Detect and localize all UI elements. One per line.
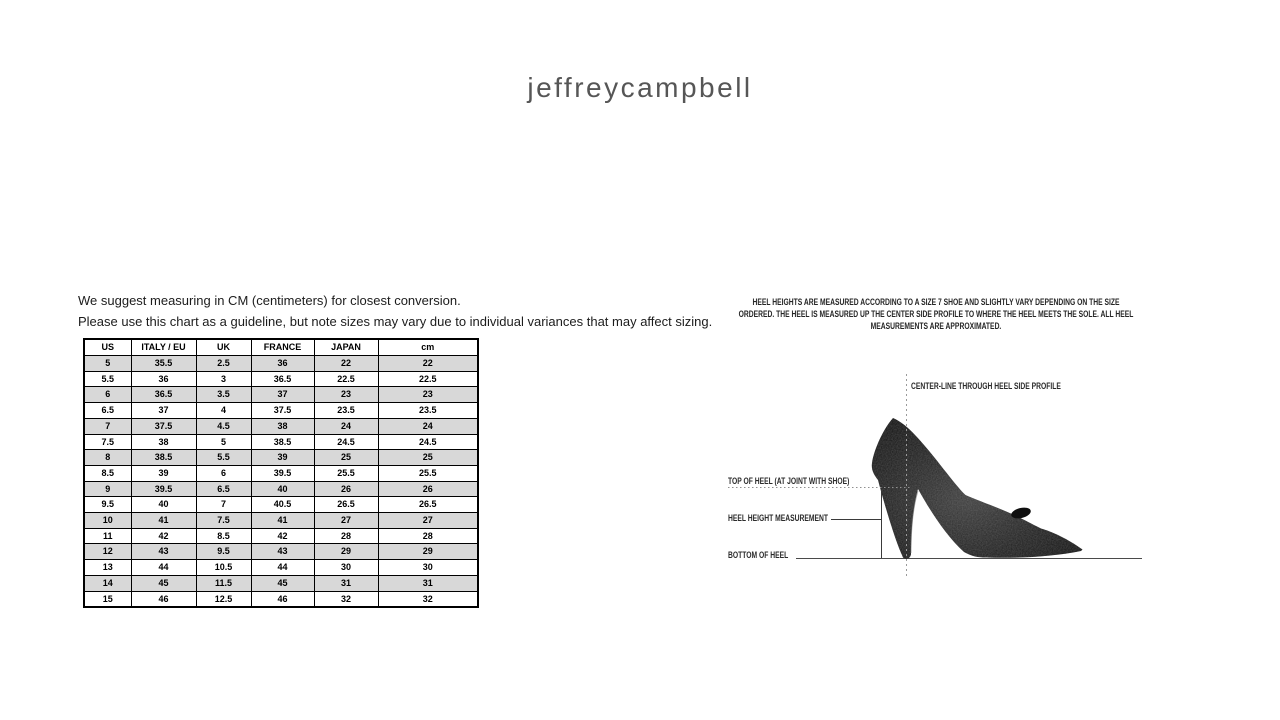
table-row bbox=[84, 403, 478, 419]
table-cell: 37.5 bbox=[131, 418, 196, 434]
table-cell: 40 bbox=[251, 481, 314, 497]
table-cell: 23.5 bbox=[314, 403, 378, 419]
note-line-2: ORDERED. THE HEEL IS MEASURED UP THE CENTER SIDE PROFILE TO WHERE THE HEEL MEETS THE SOLE. ALL HEEL bbox=[738, 309, 1134, 319]
table-cell: 23 bbox=[378, 387, 478, 403]
center-line-dashed bbox=[906, 374, 907, 578]
table-cell: 24 bbox=[378, 418, 478, 434]
table-cell: 32 bbox=[378, 591, 478, 607]
col-header-italy: ITALY / EU bbox=[131, 339, 196, 356]
table-cell: 35.5 bbox=[131, 356, 196, 372]
table-cell: 29 bbox=[378, 544, 478, 560]
table-cell: 13 bbox=[84, 560, 131, 576]
table-cell: 12 bbox=[84, 544, 131, 560]
table-cell: 10 bbox=[84, 513, 131, 529]
col-header-uk: UK bbox=[196, 339, 251, 356]
table-cell: 36.5 bbox=[131, 387, 196, 403]
table-cell: 11 bbox=[84, 528, 131, 544]
table-cell: 2.5 bbox=[196, 356, 251, 372]
table-cell: 30 bbox=[378, 560, 478, 576]
label-bottom-of-heel: BOTTOM OF HEEL bbox=[728, 550, 789, 560]
table-cell: 29 bbox=[314, 544, 378, 560]
table-row bbox=[84, 465, 478, 481]
table-cell: 9 bbox=[84, 481, 131, 497]
table-row bbox=[84, 575, 478, 591]
table-cell: 44 bbox=[251, 560, 314, 576]
table-cell: 10.5 bbox=[196, 560, 251, 576]
table-cell: 39.5 bbox=[251, 465, 314, 481]
table-cell: 42 bbox=[131, 528, 196, 544]
table-cell: 37.5 bbox=[251, 403, 314, 419]
table-cell: 6.5 bbox=[84, 403, 131, 419]
col-header-cm: cm bbox=[378, 339, 478, 356]
label-center-line: CENTER-LINE THROUGH HEEL SIDE PROFILE bbox=[911, 381, 1061, 391]
table-cell: 31 bbox=[314, 575, 378, 591]
table-cell: 23 bbox=[314, 387, 378, 403]
table-cell: 8.5 bbox=[84, 465, 131, 481]
table-cell: 12.5 bbox=[196, 591, 251, 607]
table-cell: 38.5 bbox=[131, 450, 196, 466]
table-row bbox=[84, 528, 478, 544]
table-cell: 39.5 bbox=[131, 481, 196, 497]
table-header-row bbox=[84, 339, 478, 356]
table-cell: 9.5 bbox=[196, 544, 251, 560]
table-cell: 27 bbox=[378, 513, 478, 529]
table-cell: 5 bbox=[196, 434, 251, 450]
table-cell: 8.5 bbox=[196, 528, 251, 544]
table-cell: 5 bbox=[84, 356, 131, 372]
table-cell: 25.5 bbox=[314, 465, 378, 481]
table-cell: 15 bbox=[84, 591, 131, 607]
table-cell: 26.5 bbox=[378, 497, 478, 513]
label-top-of-heel: TOP OF HEEL (AT JOINT WITH SHOE) bbox=[728, 476, 850, 486]
table-cell: 28 bbox=[378, 528, 478, 544]
table-cell: 37 bbox=[131, 403, 196, 419]
table-cell: 38 bbox=[131, 434, 196, 450]
table-row bbox=[84, 356, 478, 372]
table-cell: 39 bbox=[131, 465, 196, 481]
table-cell: 7.5 bbox=[84, 434, 131, 450]
table-cell: 37 bbox=[251, 387, 314, 403]
table-cell: 9.5 bbox=[84, 497, 131, 513]
pump-silhouette bbox=[865, 413, 1145, 563]
table-cell: 46 bbox=[131, 591, 196, 607]
table-row bbox=[84, 481, 478, 497]
top-of-heel-dotted-line bbox=[728, 487, 912, 488]
table-cell: 26.5 bbox=[314, 497, 378, 513]
table-cell: 40.5 bbox=[251, 497, 314, 513]
table-cell: 7 bbox=[196, 497, 251, 513]
table-cell: 3 bbox=[196, 371, 251, 387]
table-cell: 7 bbox=[84, 418, 131, 434]
table-cell: 32 bbox=[314, 591, 378, 607]
heel-measurement-note bbox=[726, 296, 1146, 332]
table-cell: 31 bbox=[378, 575, 478, 591]
table-cell: 8 bbox=[84, 450, 131, 466]
col-header-japan: JAPAN bbox=[314, 339, 378, 356]
table-cell: 41 bbox=[131, 513, 196, 529]
table-cell: 4 bbox=[196, 403, 251, 419]
table-cell: 38 bbox=[251, 418, 314, 434]
table-row bbox=[84, 418, 478, 434]
col-header-us: US bbox=[84, 339, 131, 356]
table-cell: 42 bbox=[251, 528, 314, 544]
note-line-3: MEASUREMENTS ARE APPROXIMATED. bbox=[870, 321, 1002, 331]
table-row bbox=[84, 450, 478, 466]
table-cell: 4.5 bbox=[196, 418, 251, 434]
table-row bbox=[84, 371, 478, 387]
table-cell: 45 bbox=[251, 575, 314, 591]
table-cell: 22.5 bbox=[314, 371, 378, 387]
table-cell: 27 bbox=[314, 513, 378, 529]
table-cell: 46 bbox=[251, 591, 314, 607]
table-cell: 45 bbox=[131, 575, 196, 591]
table-cell: 43 bbox=[251, 544, 314, 560]
table-row bbox=[84, 544, 478, 560]
table-cell: 43 bbox=[131, 544, 196, 560]
table-row bbox=[84, 497, 478, 513]
label-heel-height: HEEL HEIGHT MEASUREMENT bbox=[728, 513, 829, 523]
table-cell: 6 bbox=[84, 387, 131, 403]
table-cell: 30 bbox=[314, 560, 378, 576]
table-cell: 3.5 bbox=[196, 387, 251, 403]
table-cell: 22.5 bbox=[378, 371, 478, 387]
heel-pump-illustration bbox=[865, 413, 1145, 563]
size-conversion-table bbox=[83, 338, 479, 608]
table-row bbox=[84, 513, 478, 529]
table-cell: 24.5 bbox=[378, 434, 478, 450]
table-cell: 36 bbox=[251, 356, 314, 372]
table-cell: 11.5 bbox=[196, 575, 251, 591]
table-row bbox=[84, 591, 478, 607]
table-cell: 23.5 bbox=[378, 403, 478, 419]
table-cell: 22 bbox=[378, 356, 478, 372]
table-row bbox=[84, 387, 478, 403]
lace-texture bbox=[865, 413, 1145, 563]
table-cell: 14 bbox=[84, 575, 131, 591]
brand-logo: jeffreycampbell bbox=[527, 72, 753, 103]
intro-line-2: Please use this chart as a guideline, but note sizes may vary due to individual variances that may affect sizing. bbox=[78, 314, 713, 329]
table-cell: 5.5 bbox=[84, 371, 131, 387]
col-header-france: FRANCE bbox=[251, 339, 314, 356]
table-cell: 28 bbox=[314, 528, 378, 544]
table-cell: 26 bbox=[314, 481, 378, 497]
table-cell: 39 bbox=[251, 450, 314, 466]
table-cell: 7.5 bbox=[196, 513, 251, 529]
table-cell: 38.5 bbox=[251, 434, 314, 450]
table-cell: 40 bbox=[131, 497, 196, 513]
table-cell: 36 bbox=[131, 371, 196, 387]
table-cell: 26 bbox=[378, 481, 478, 497]
table-row bbox=[84, 434, 478, 450]
table-cell: 24 bbox=[314, 418, 378, 434]
table-cell: 36.5 bbox=[251, 371, 314, 387]
table-row bbox=[84, 560, 478, 576]
table-cell: 6 bbox=[196, 465, 251, 481]
table-cell: 25 bbox=[378, 450, 478, 466]
table-cell: 6.5 bbox=[196, 481, 251, 497]
table-cell: 41 bbox=[251, 513, 314, 529]
table-cell: 25.5 bbox=[378, 465, 478, 481]
table-cell: 24.5 bbox=[314, 434, 378, 450]
table-cell: 44 bbox=[131, 560, 196, 576]
table-cell: 5.5 bbox=[196, 450, 251, 466]
size-table-body bbox=[84, 356, 478, 608]
table-cell: 25 bbox=[314, 450, 378, 466]
note-line-1: HEEL HEIGHTS ARE MEASURED ACCORDING TO A SIZE 7 SHOE AND SLIGHTLY VARY DEPENDING ON THE SIZE bbox=[752, 297, 1120, 307]
table-cell: 22 bbox=[314, 356, 378, 372]
intro-line-1: We suggest measuring in CM (centimeters) for closest conversion. bbox=[78, 293, 461, 308]
